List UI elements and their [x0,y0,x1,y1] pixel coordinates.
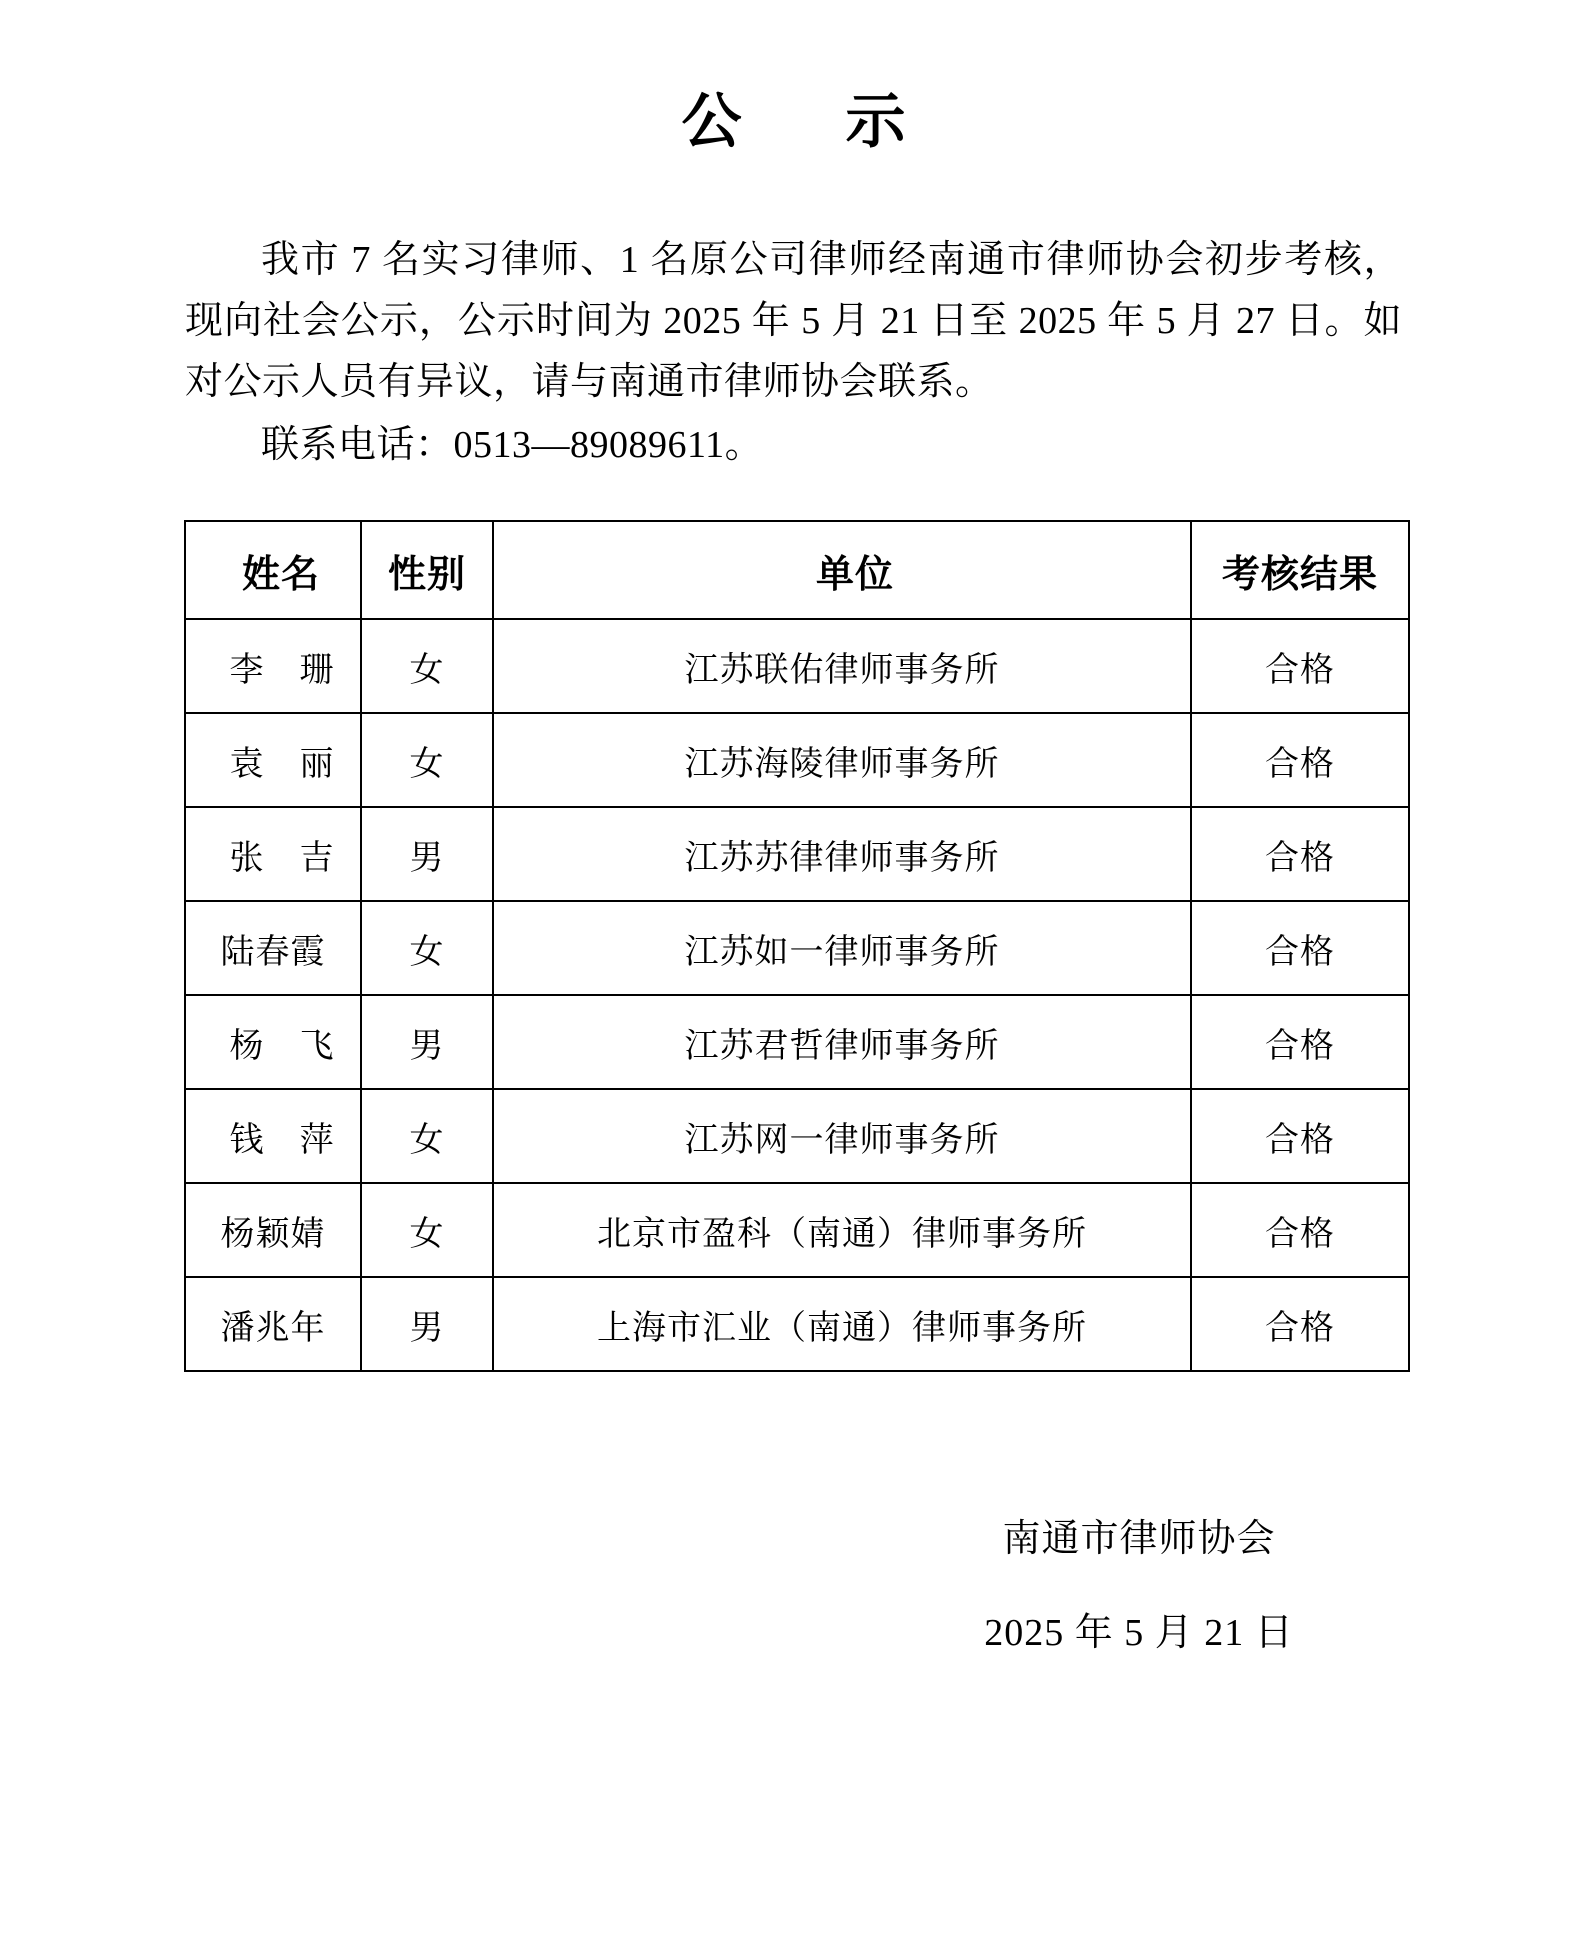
cell-result: 合格 [1191,1277,1409,1371]
cell-name: 张 吉 [185,807,361,901]
table-row [185,1277,1409,1371]
column-header-result: 考核结果 [1191,521,1409,619]
cell-name: 袁 丽 [185,713,361,807]
cell-name: 李 珊 [185,619,361,713]
issue-date: 2025 年 5 月 21 日 [984,1612,1294,1655]
notice-paragraph-1: 我市 7 名实习律师、1 名原公司律师经南通市律师协会初步考核，现向社会公示，公示时间为 2025 年 5 月 21 日至 2025 年 5 月 27 日。如对公示人员有异议，请与南通市律师协会联系。 [185,239,1402,403]
table-row [185,1183,1409,1277]
cell-result: 合格 [1191,807,1409,901]
cell-gender: 男 [361,995,493,1089]
roster-table-container [0,520,1587,1372]
cell-gender: 女 [361,1089,493,1183]
cell-gender: 男 [361,1277,493,1371]
issuing-organization: 南通市律师协会 [1002,1518,1276,1561]
cell-unit: 江苏联佑律师事务所 [493,619,1191,713]
table-row [185,901,1409,995]
signature-block [929,1519,1349,1655]
table-row [185,807,1409,901]
table-header-row [185,521,1409,619]
cell-unit: 北京市盈科（南通）律师事务所 [493,1183,1191,1277]
cell-name: 钱 萍 [185,1089,361,1183]
cell-result: 合格 [1191,1183,1409,1277]
cell-unit: 上海市汇业（南通）律师事务所 [493,1277,1191,1371]
cell-unit: 江苏苏律律师事务所 [493,807,1191,901]
cell-result: 合格 [1191,619,1409,713]
cell-result: 合格 [1191,995,1409,1089]
cell-unit: 江苏海陵律师事务所 [493,713,1191,807]
column-header-name: 姓名 [185,521,361,619]
cell-gender: 女 [361,619,493,713]
column-header-unit: 单位 [493,521,1191,619]
cell-gender: 女 [361,901,493,995]
table-row [185,1089,1409,1183]
cell-result: 合格 [1191,713,1409,807]
page-title: 公 示 [681,88,928,155]
cell-unit: 江苏如一律师事务所 [493,901,1191,995]
table-row [185,619,1409,713]
table-row [185,995,1409,1089]
cell-name: 陆春霞 [185,901,361,995]
notice-body [0,230,1587,476]
cell-name: 杨颖婧 [185,1183,361,1277]
roster-table [184,520,1410,1372]
notice-paragraph-2: 联系电话：0513—89089611。 [261,424,764,466]
cell-name: 杨 飞 [185,995,361,1089]
roster-table-body [185,619,1409,1371]
cell-name: 潘兆年 [185,1277,361,1371]
cell-result: 合格 [1191,901,1409,995]
cell-result: 合格 [1191,1089,1409,1183]
column-header-gender: 性别 [361,521,493,619]
cell-unit: 江苏网一律师事务所 [493,1089,1191,1183]
cell-unit: 江苏君哲律师事务所 [493,995,1191,1089]
cell-gender: 女 [361,1183,493,1277]
cell-gender: 女 [361,713,493,807]
table-row [185,713,1409,807]
cell-gender: 男 [361,807,493,901]
